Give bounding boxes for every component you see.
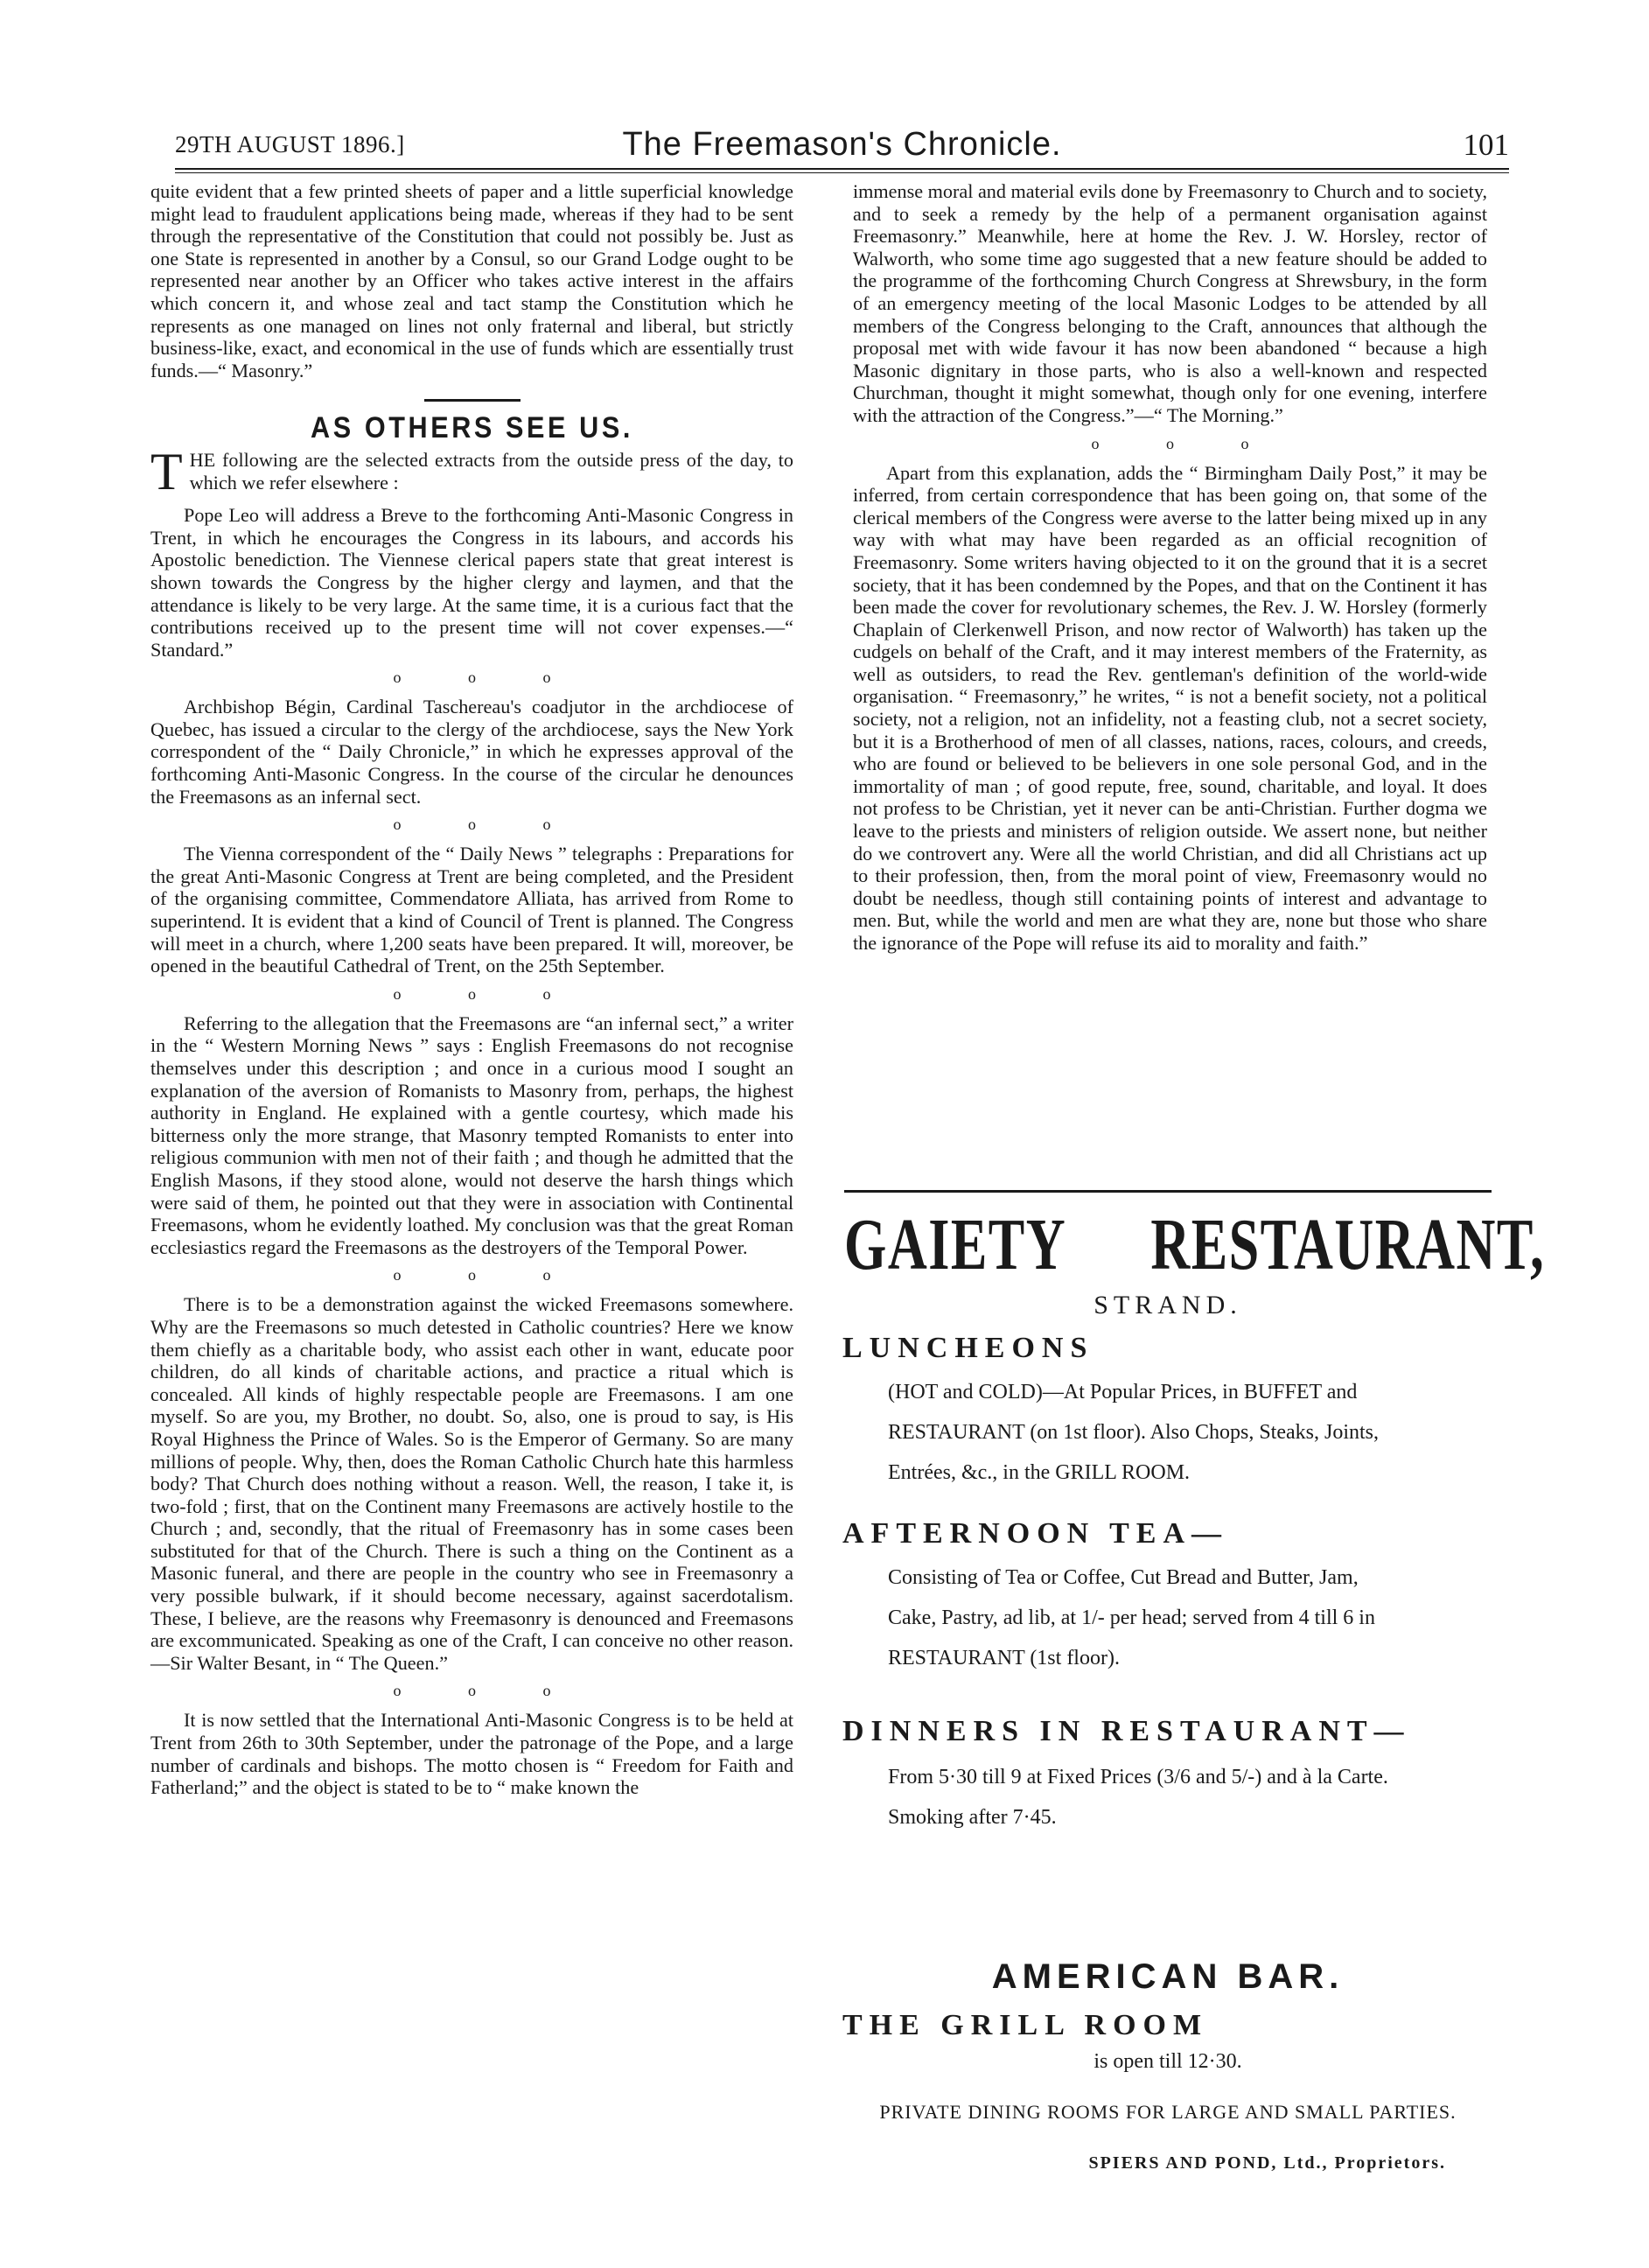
page-header [175, 126, 1509, 170]
header-rule-thin [175, 172, 1509, 173]
ornament-separator: o o o [393, 816, 583, 834]
american-bar-heading: AMERICAN BAR. [991, 1957, 1345, 1996]
ad-line: RESTAURANT (1st floor). [888, 1647, 1120, 1670]
proprietors-line [844, 2153, 1492, 2174]
ad-line: RESTAURANT (on 1st floor). Also Chops, Steaks, Joints, [888, 1421, 1379, 1444]
ornament-separator: o o o [393, 984, 583, 1003]
grill-room-heading: THE GRILL ROOM [842, 2009, 1209, 2041]
issue-date: 29TH AUGUST 1896.] [175, 131, 405, 158]
luncheons-heading: LUNCHEONS [842, 1332, 1094, 1364]
article-paragraph: There is to be a demonstration against the wicked Freemasons somewhere. Why are the Freemasons so much detested in Catholic countries? Here we know them chiefly as a charitable body, who assist each other in want, educate poor children, do all kinds of charitable actions, and practice a ritual which is concealed. All kinds of highly respectable people are Freemasons. I am one myself. So are you, my Brother, no doubt. So, also, one is proud to say, is His Royal Highness the Prince of Wales. So is the Emperor of Germany. So are many millions of people. Why, then, does the Roman Catholic Church hate this harmless body? That Church does nothing without a reason. Well, the reason, I take it, is two-fold ; first, that on the Continent many Freemasons are actively hostile to the Church ; and, secondly, that the ritual of Freemasonry has in some cases been substituted for that of the Church. There is such a thing on the Continent as a Masonic funeral, and there are people in the country who see in Freemasonry a very possible bulwark, if it should become necessary, against sacerdotalism. These, I believe, are the reasons why Freemasonry is denounced and Freemasons are excommunicated. Speaking as one of the Craft, I can conceive no other reason.—Sir Walter Besant, in “ The Queen.” [150, 1293, 793, 1674]
ornament-separator: o o o [1091, 434, 1281, 452]
proprietors-text: SPIERS AND POND, Ltd., Proprietors. [1088, 2153, 1446, 2173]
article-paragraph: It is now settled that the International Anti-Masonic Congress is to be held at Trent from 26th to 30th September, under the patronage of the Pope, and a large number of cardinals and bishops. The motto chosen is “ Freedom for Faith and Fatherland;” and the object is stated to be to “ make known the [150, 1709, 793, 1799]
luncheons-text [888, 1372, 1379, 1493]
private-dining-notice: PRIVATE DINING ROOMS FOR LARGE AND SMALL PARTIES. [879, 2101, 1457, 2123]
ad-line: Cake, Pastry, ad lib, at 1/- per head; served from 4 till 6 in [888, 1606, 1375, 1629]
article-paragraph: Apart from this explanation, adds the “ Birmingham Daily Post,” it may be inferred, from certain correspondence that has been going on, that some of the clerical members of the Congress were averse to the latter being mixed up in any way with what may have been regarded as an official recognition of Freemasonry. Some writers having objected to it on the ground that it is a secret society, that it has been condemned by the Popes, and that on the Continent it has been made the cover for revolutionary schemes, the Rev. J. W. Horsley (formerly Chaplain of Clerkenwell Prison, and now rector of Walworth) has taken up the cudgels on behalf of the Craft, and it may interest members of the Fraternity, as well as outsiders, to read the Rev. gentleman's definition of the world-wide organisation. “ Freemasonry,” he writes, “ is not a benefit society, not a political society, not a religion, not an infidelity, not a feasting club, not a secret society, but it is a Brotherhood of men of all classes, nations, races, colours, and creeds, who are found or believed to be believers in one sole personal God, and in the immortality of man ; of good repute, free, sound, charitable, and loyal. It does not profess to be Christian, yet it never can be anti-Christian. Further dogma we leave to the priests and ministers of religion outside. We assert none, but neither do we controvert any. Were all the world Christian, and did all Christians act up to their profession, then, from the moral point of view, Freemasonry would no doubt be needless, though still containing points of interest and advantage to men. But, while the world and men are what they are, none but those who share the ignorance of the Pope will refuse its aid to morality and faith.” [853, 461, 1487, 954]
section-divider [424, 399, 521, 402]
afternoon-tea-heading: AFTERNOON TEA— [842, 1517, 1229, 1550]
lead-text: HE following are the selected extracts from the outside press of the day, to which we refer elsewhere : [189, 448, 793, 494]
afternoon-tea-text [888, 1558, 1375, 1678]
ad-line: Entrées, &c., in the GRILL ROOM. [888, 1461, 1191, 1484]
dinners-text [888, 1757, 1388, 1838]
continued-paragraph: quite evident that a few printed sheets of paper and a little superficial knowledge might lead to fraudulent applications being made, whereas if they had to be sent through the representative of the Constitution that could not possibly be. Just as one State is represented in another by a Consul, so our Grand Lodge ought to be represented near another by an Officer who takes active interest in the affairs which concern it, and whose zeal and tact stamp the Constitution which he represents as one managed on lines not only fraternal and liberal, but strictly business-like, exact, and economical in the use of funds which are essentially trust funds.—“ Masonry.” [150, 180, 793, 382]
ad-title-word: RESTAURANT, [1150, 1204, 1546, 1285]
article-paragraph: Pope Leo will address a Breve to the forthcoming Anti-Masonic Congress in Trent, in which he encourages the Congress in its labours, and accords his Apostolic benediction. The Viennese clerical papers state that great interest is shown towards the Congress by the higher clergy and laymen, and that the attendance is likely to be very large. At the same time, it is a curious fact that the contributions received up to the present time will not cover expenses.—“ Standard.” [150, 504, 793, 661]
page-number: 101 [1463, 128, 1509, 162]
ad-location: STRAND. [1094, 1291, 1242, 1320]
ornament-separator: o o o [393, 1682, 583, 1700]
dinners-heading: DINNERS IN RESTAURANT— [842, 1715, 1411, 1747]
ad-line: (HOT and COLD)—At Popular Prices, in BUFFET and [888, 1381, 1358, 1404]
ornament-separator: o o o [393, 668, 583, 687]
header-rule-thick [175, 168, 1509, 170]
ad-title-word: GAIETY [844, 1204, 1067, 1285]
publication-title: The Freemason's Chronicle. [622, 126, 1062, 163]
article-paragraph: immense moral and material evils done by Freemasonry to Church and to society, and to seek a remedy by the help of a permanent organisation against Freemasonry.” Meanwhile, here at home the Rev. J. W. Horsley, rector of Walworth, who some time ago suggested that a new feature should be added to the programme of the forthcoming Church Congress at Shrewsbury, in the form of an emergency meeting of the local Masonic Lodges to be attended by all members of the Congress belonging to the Craft, announces that although the proposal met with wide favour it has now been abandoned “ because a high Masonic dignitary in those parts, who is also a well-known and respected Churchman, thought it might somewhat, though only for one evening, interfere with the attraction of the Congress.”—“ The Morning.” [853, 180, 1488, 426]
section-title: AS OTHERS SEE US. [311, 411, 633, 445]
article-paragraph: Referring to the allegation that the Freemasons are “an infernal sect,” a writer in the “ Western Morning News ” says : English Freemasons do not recognise themselves under this description ; and once in a curious mood I sought an explanation of the aversion of Romanists to Masonry from, perhaps, the highest authority in England. He explained with a gentle courtesy, which made his bitterness only the more strange, that Masonry tempted Romanists to enter into religious communion with men not of their faith ; and though he admitted that the English Masons, if they stood alone, would not deserve the harsh things which were said of them, he pointed out that they were in association with Continental Freemasons, whom he evidently loathed. My conclusion was that the great Roman ecclesiastics regard the Freemasons as the destroyers of the Temporal Power. [150, 1012, 793, 1258]
drop-cap: T [150, 442, 183, 500]
advertisement-rule [844, 1190, 1492, 1193]
ornament-separator: o o o [393, 1266, 583, 1284]
lead-paragraph [150, 442, 793, 500]
grill-room-hours: is open till 12·30. [1094, 2050, 1242, 2073]
ad-line: From 5·30 till 9 at Fixed Prices (3/6 and 5/-) and à la Carte. [888, 1766, 1388, 1788]
article-paragraph: Archbishop Bégin, Cardinal Taschereau's coadjutor in the archdiocese of Quebec, has issued a circular to the clergy of the archdiocese, says the New York correspondent of the “ Daily Chronicle,” in which he expresses approval of the forthcoming Anti-Masonic Congress. In the course of the circular he denounces the Freemasons as an infernal sect. [150, 696, 793, 808]
left-column [150, 180, 793, 1799]
article-paragraph: The Vienna correspondent of the “ Daily News ” telegraphs : Preparations for the great Anti-Masonic Congress at Trent are being completed, and the President of the organising committee, Commendatore Alliata, has arrived from Rome to superintend. It is evident that a kind of Council of Trent is planned. The Congress will meet in a church, where 1,200 seats have been prepared. It will, moreover, be opened in the beautiful Cathedral of Trent, on the 25th September. [150, 843, 793, 977]
ad-line: Smoking after 7·45. [888, 1806, 1057, 1829]
ad-line: Consisting of Tea or Coffee, Cut Bread and Butter, Jam, [888, 1566, 1359, 1589]
right-column [853, 180, 1487, 955]
ad-title [844, 1204, 1546, 1285]
